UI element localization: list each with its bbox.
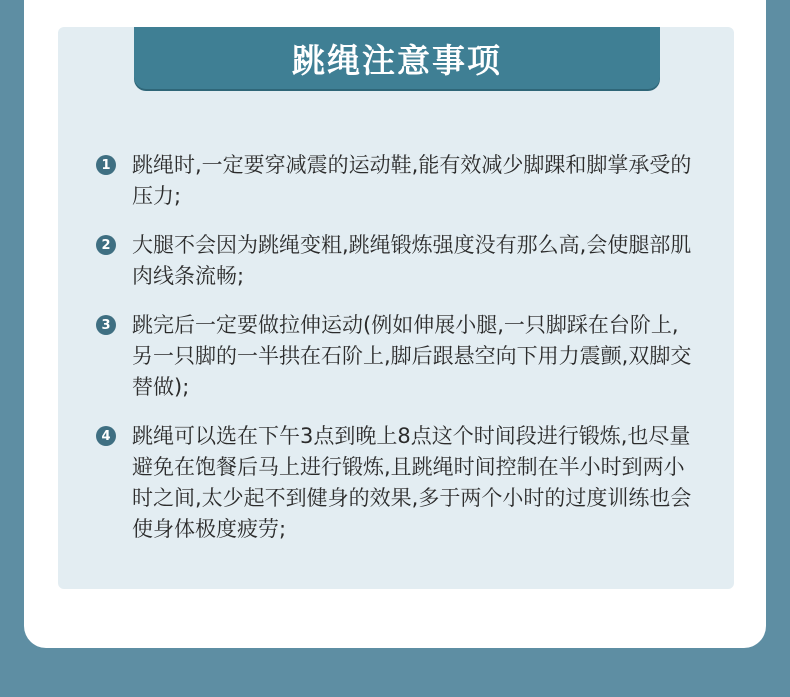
content-card — [24, 0, 766, 648]
list-item — [96, 150, 696, 212]
list-item-text: 跳绳可以选在下午3点到晚上8点这个时间段进行锻炼,也尽量避免在饱餐后马上进行锻炼,且跳绳时间控制在半小时到两小时之间,太少起不到健身的效果,多于两个小时的过度训练也会使身体极度疲劳; — [132, 424, 692, 541]
list-item-text: 大腿不会因为跳绳变粗,跳绳锻炼强度没有那么高,会使腿部肌肉线条流畅; — [132, 233, 692, 288]
notes-panel — [58, 27, 734, 589]
list-item-text: 跳完后一定要做拉伸运动(例如伸展小腿,一只脚踩在台阶上,另一只脚的一半拱在石阶上,脚后跟悬空向下用力震颤,双脚交替做); — [132, 313, 692, 399]
list-item — [96, 421, 696, 545]
page-title: 跳绳注意事项 — [292, 40, 502, 80]
number-badge-3: 3 — [96, 315, 116, 335]
number-badge-4: 4 — [96, 426, 116, 446]
title-banner — [134, 27, 660, 89]
list-item — [96, 310, 696, 403]
list-item — [96, 230, 696, 292]
number-badge-2: 2 — [96, 235, 116, 255]
list-item-text: 跳绳时,一定要穿减震的运动鞋,能有效减少脚踝和脚掌承受的压力; — [132, 153, 692, 208]
notes-list — [96, 150, 696, 563]
number-badge-1: 1 — [96, 155, 116, 175]
